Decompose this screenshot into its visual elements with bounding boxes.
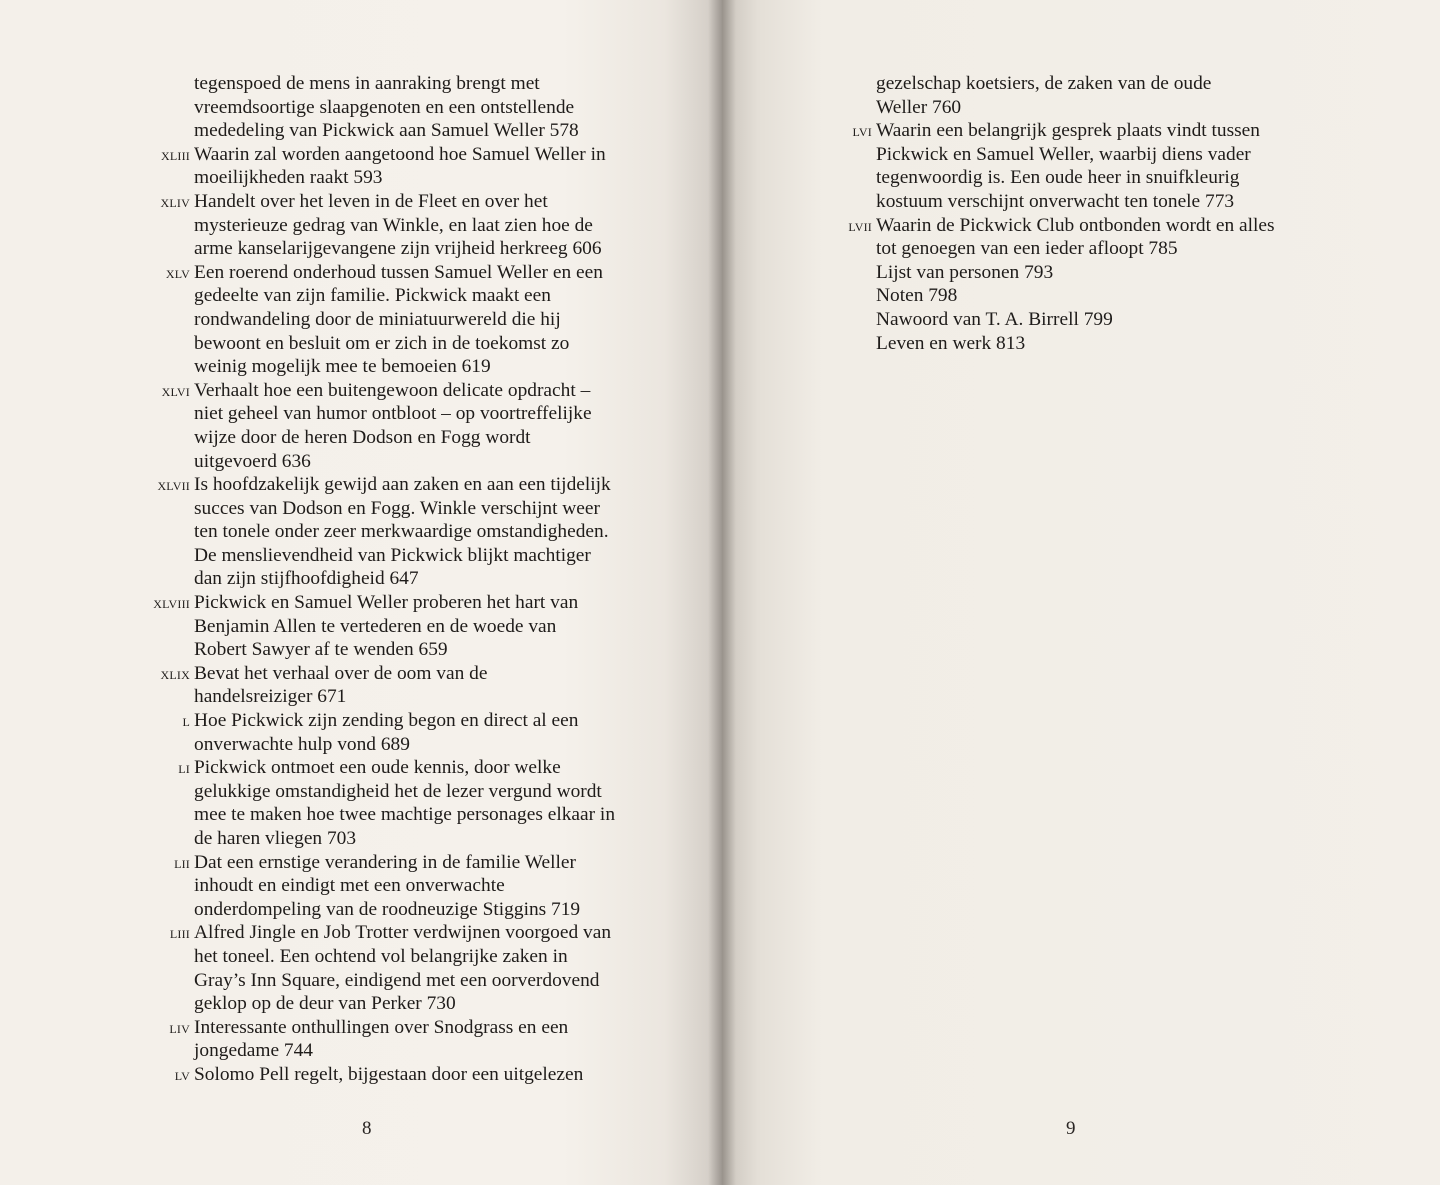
toc-entry-line: het toneel. Een ochtend vol belangrijke zaken in [194, 945, 568, 967]
chapter-numeral: lv [174, 1064, 190, 1084]
chapter-numeral: xlix [160, 663, 190, 683]
toc-entry-line: onverwachte hulp vond 689 [194, 733, 410, 755]
chapter-numeral: xlvi [161, 380, 190, 400]
toc-entry-line: Alfred Jingle en Job Trotter verdwijnen voorgoed van [194, 922, 612, 944]
chapter-numeral: liii [169, 923, 190, 943]
toc-entry-line: Handelt over het leven in de Fleet en over het [194, 190, 548, 212]
table-of-contents-left [0, 72, 615, 1087]
toc-entry-line: Pickwick ontmoet een oude kennis, door welke [194, 757, 561, 779]
toc-entry-line: bewoont en besluit om er zich in de toekomst zo [194, 332, 570, 354]
toc-entry [876, 284, 1275, 308]
toc-entry [876, 72, 1275, 119]
chapter-numeral: liv [169, 1017, 190, 1037]
table-of-contents-right [722, 72, 1275, 355]
toc-entry [161, 379, 615, 473]
toc-entry [876, 308, 1275, 332]
toc-entry-line: mededeling van Pickwick aan Samuel Weller 578 [194, 120, 579, 142]
toc-entry-line: vreemdsoortige slaapgenoten en een ontstellende [194, 96, 575, 118]
toc-entry-line: Pickwick en Samuel Weller, waarbij diens vader [876, 143, 1251, 165]
toc-entry-line: Hoe Pickwick zijn zending begon en direct al een [194, 710, 579, 732]
toc-entry-line: jongedame 744 [194, 1040, 314, 1062]
toc-entry-line: tegenspoed de mens in aanraking brengt met [194, 73, 540, 94]
toc-entry [165, 261, 615, 379]
toc-entry [876, 261, 1275, 285]
chapter-numeral: lii [174, 852, 190, 872]
toc-entry-line: mysterieuze gedrag van Winkle, en laat zien hoe de [194, 214, 593, 236]
toc-entry-line: De menslievendheid van Pickwick blijkt machtiger [194, 544, 591, 566]
toc-entry-line: weinig mogelijk mee te bemoeien 619 [194, 356, 491, 378]
toc-entry-line: succes van Dodson en Fogg. Winkle verschijnt weer [194, 497, 600, 519]
toc-entry-line: Waarin zal worden aangetoond hoe Samuel Weller in [194, 143, 606, 165]
toc-entry-line: Waarin een belangrijk gesprek plaats vindt tussen [876, 120, 1260, 142]
toc-entry-line: Dat een ernstige verandering in de familie Weller [194, 851, 576, 873]
page-number-right: 9 [1066, 1118, 1076, 1139]
toc-entry-line: Bevat het verhaal over de oom van de [194, 662, 488, 684]
toc-entry [157, 473, 615, 591]
toc-entry-line: Weller 760 [876, 96, 962, 118]
toc-entry-line: Interessante onthullingen over Snodgrass en een [194, 1016, 569, 1038]
toc-entry-line: uitgevoerd 636 [194, 450, 311, 472]
toc-entry [876, 332, 1275, 356]
toc-entry-line: Is hoofdzakelijk gewijd aan zaken en aan een tijdelijk [194, 474, 611, 496]
toc-entry-line: moeilijkheden raakt 593 [194, 167, 383, 189]
toc-entry-line: handelsreiziger 671 [194, 686, 347, 708]
toc-entry-line: inhoudt en eindigt met een onverwachte [194, 875, 505, 897]
chapter-numeral: xlviii [153, 593, 190, 613]
toc-entry [178, 756, 616, 850]
toc-entry [169, 921, 615, 1015]
toc-entry-line: Verhaalt hoe een buitengewoon delicate opdracht – [194, 379, 591, 401]
toc-entry-line: onderdompeling van de roodneuzige Stiggins 719 [194, 898, 581, 920]
toc-entry-line: tegenwoordig is. Een oude heer in snuifkleurig [876, 167, 1240, 189]
page-number-left: 8 [362, 1118, 372, 1139]
toc-entry [182, 709, 615, 756]
toc-entry-line: wijze door de heren Dodson en Fogg wordt [194, 426, 531, 448]
toc-entry-line: ten tonele onder zeer merkwaardige omstandigheden. [194, 521, 609, 543]
toc-entry-line: Nawoord van T. A. Birrell 799 [876, 308, 1113, 330]
toc-entry-line: Benjamin Allen te vertederen en de woede van [194, 615, 557, 637]
chapter-numeral: lvi [852, 121, 872, 141]
toc-entry-line: gezelschap koetsiers, de zaken van de oude [876, 73, 1212, 94]
chapter-numeral: xliv [160, 191, 190, 211]
chapter-numeral: xliii [161, 144, 190, 164]
toc-entry-line: Lijst van personen 793 [876, 261, 1054, 283]
toc-entry-line: Noten 798 [876, 285, 958, 307]
toc-entry-line: gelukkige omstandigheid het de lezer vergund wordt [194, 780, 602, 802]
chapter-numeral: xlvii [157, 475, 190, 495]
chapter-numeral: li [178, 758, 190, 778]
toc-entry-line: arme kanselarijgevangene zijn vrijheid herkreeg 606 [194, 238, 602, 260]
toc-entry [169, 1016, 615, 1063]
toc-entry [194, 72, 615, 143]
toc-entry-line: Pickwick en Samuel Weller proberen het hart van [194, 592, 579, 614]
toc-entry-line: niet geheel van humor ontbloot – op voortreffelijke [194, 403, 592, 425]
right-page [722, 0, 1440, 1185]
toc-entry [160, 662, 615, 709]
toc-entry-line: Waarin de Pickwick Club ontbonden wordt en alles [876, 214, 1275, 236]
chapter-numeral: lvii [848, 215, 872, 235]
toc-entry-line: Een roerend onderhoud tussen Samuel Weller en een [194, 261, 603, 283]
toc-entry [174, 851, 615, 922]
toc-entry [160, 190, 615, 261]
toc-entry-line: mee te maken hoe twee machtige personages elkaar in [194, 804, 616, 826]
toc-entry [848, 214, 1275, 261]
toc-entry [153, 591, 615, 662]
toc-entry-line: rondwandeling door de miniatuurwereld die hij [194, 308, 561, 330]
toc-entry-line: Leven en werk 813 [876, 332, 1026, 354]
book-gutter [708, 0, 736, 1185]
toc-entry-line: Gray’s Inn Square, eindigend met een oorverdovend [194, 969, 600, 991]
toc-entry-line: Solomo Pell regelt, bijgestaan door een uitgelezen [194, 1063, 584, 1085]
toc-entry [161, 143, 615, 190]
chapter-numeral: l [182, 711, 190, 731]
chapter-numeral: xlv [165, 262, 190, 282]
toc-entry-line: geklop op de deur van Perker 730 [194, 993, 456, 1015]
toc-entry-line: tot genoegen van een ieder afloopt 785 [876, 238, 1178, 260]
toc-entry [174, 1063, 615, 1087]
toc-entry-line: Robert Sawyer af te wenden 659 [194, 639, 448, 661]
toc-entry-line: dan zijn stijfhoofdigheid 647 [194, 568, 419, 590]
toc-entry [852, 119, 1275, 213]
toc-entry-line: de haren vliegen 703 [194, 828, 357, 849]
toc-entry-line: kostuum verschijnt onverwacht ten tonele 773 [876, 190, 1235, 212]
toc-entry-line: gedeelte van zijn familie. Pickwick maakt een [194, 285, 551, 307]
